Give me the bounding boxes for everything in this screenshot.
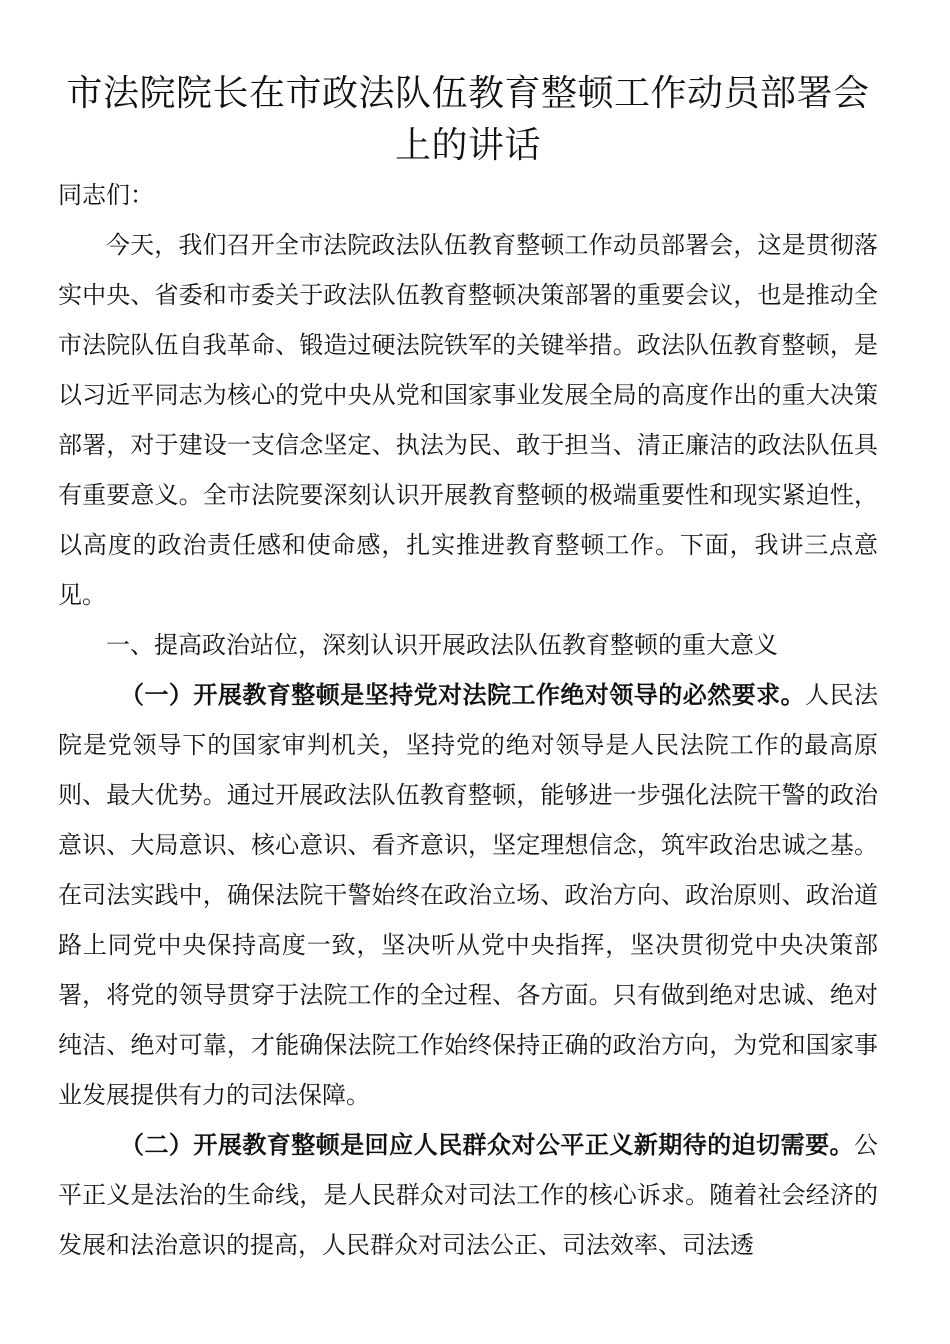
document-title: 市法院院长在市政法队伍教育整顿工作动员部署会上的讲话 [66,73,870,166]
subsection-1-body: 人民法院是党领导下的国家审判机关，坚持党的绝对领导是人民法院工作的最高原则、最大优势。通过开展政法队伍教育整顿，能够进一步强化法院干警的政治意识、大局意识、核心意识、看齐意识，坚定理想信念，筑牢政治忠诚之基。在司法实践中，确保法院干警始终在政治立场、政治方向、政治原则、政治道路上同党中央保持高度一致，坚决听从党中央指挥，坚决贯彻党中央决策部署，将党的领导贯穿于法院工作的全过程、各方面。只有做到绝对忠诚、绝对纯洁、绝对可靠，才能确保法院工作始终保持正确的政治方向，为党和国家事业发展提供有力的司法保障。 [58,681,879,1109]
subsection-1-paragraph [58,670,878,1120]
intro-paragraph: 今天，我们召开全市法院政法队伍教育整顿工作动员部署会，这是贯彻落实中央、省委和市委关于政法队伍教育整顿决策部署的重要会议，也是推动全市法院队伍自我革命、锻造过硬法院铁军的关键举措。政法队伍教育整顿，是以习近平同志为核心的党中央从党和国家事业发展全局的高度作出的重大决策部署，对于建设一支信念坚定、执法为民、敢于担当、清正廉洁的政法队伍具有重要意义。全市法院要深刻认识开展教育整顿的极端重要性和现实紧迫性，以高度的政治责任感和使命感，扎实推进教育整顿工作。下面，我讲三点意见。 [58,231,878,609]
subsection-1-heading: （一）开展教育整顿是坚持党对法院工作绝对领导的必然要求。 [120,681,806,709]
subsection-2-paragraph [58,1120,878,1270]
subsection-2-body: 公平正义是法治的生命线，是人民群众对司法工作的核心诉求。随着社会经济的发展和法治意识的提高，人民群众对司法公正、司法效率、司法透 [58,1131,878,1259]
salutation: 同志们： [58,181,154,209]
section-heading-1: 一、提高政治站位，深刻认识开展政法队伍教育整顿的重大意义 [106,631,778,659]
document-page [58,68,878,1270]
subsection-2-heading: （二）开展教育整顿是回应人民群众对公平正义新期待的迫切需要。 [120,1131,854,1159]
